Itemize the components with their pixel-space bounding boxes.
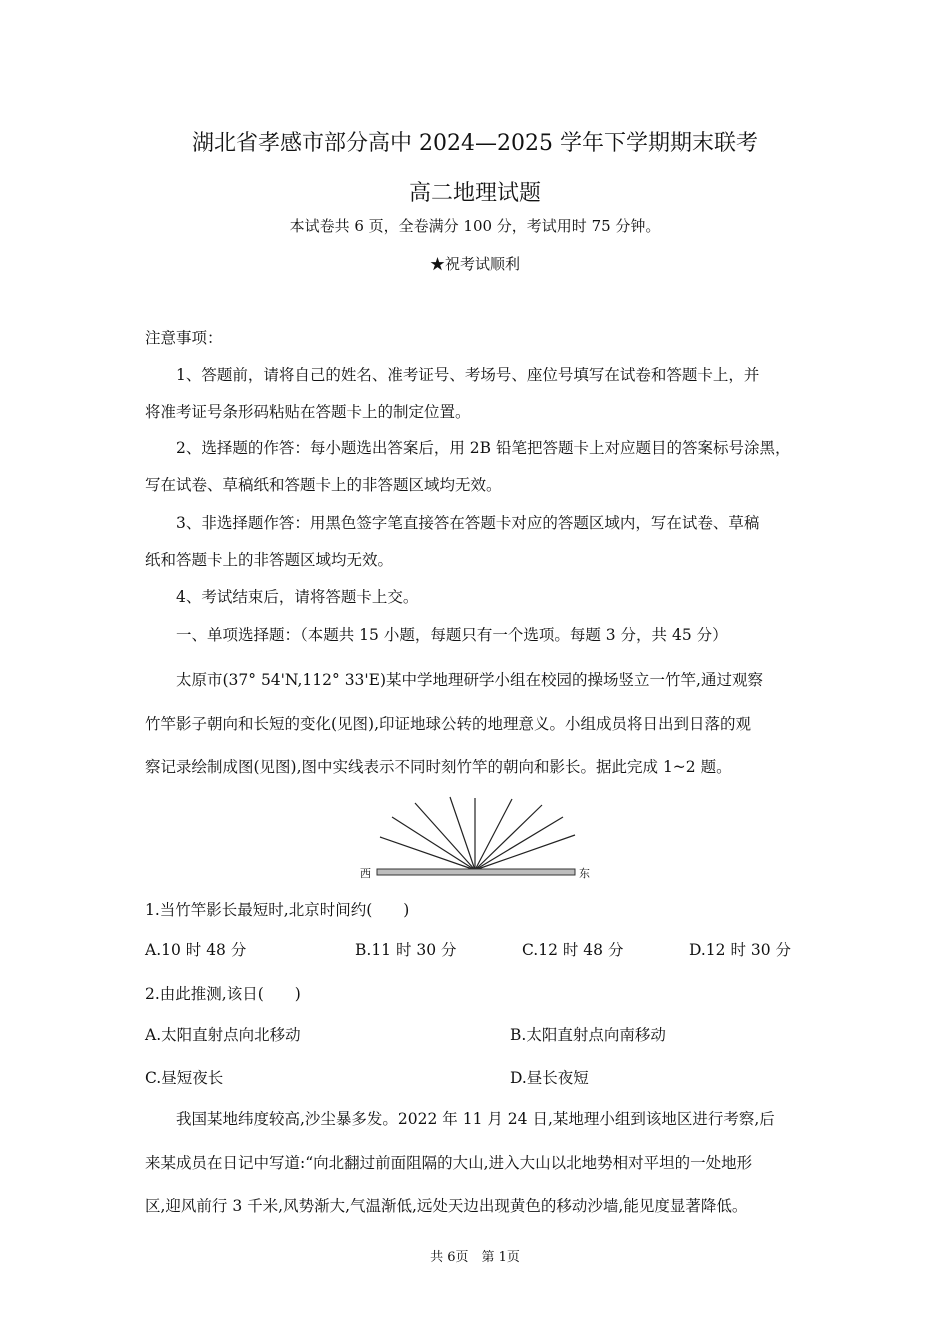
shadow-line	[450, 797, 475, 870]
notice-heading: 注意事项：	[145, 329, 223, 347]
shadow-line	[475, 805, 542, 870]
exam-subtitle: 高二地理试题	[408, 181, 541, 206]
passage-line: 我国某地纬度较高,沙尘暴多发。2022 年 11 月 24 日,某地理小组到该地区进行考察,后	[176, 1110, 775, 1128]
shadow-lines-figure	[355, 795, 605, 885]
notice-line: 1、答题前，请将自己的姓名、准考证号、考场号、座位号填写在试卷和答题卡上，并	[176, 366, 760, 384]
west-label: 西	[360, 867, 371, 880]
notice-line: 纸和答题卡上的非答题区域均无效。	[145, 551, 394, 569]
passage-line: 察记录绘制成图(见图),图中实线表示不同时刻竹竿的朝向和影长。据此完成 1~2 题。	[145, 758, 732, 776]
q2-option-b: B.太阳直射点向南移动	[510, 1026, 666, 1044]
question-1-stem: 1.当竹竿影长最短时,北京时间约( )	[145, 901, 410, 919]
exam-wish: ★祝考试顺利	[429, 255, 520, 273]
q1-option-c: C.12 时 48 分	[522, 941, 624, 959]
q1-option-b: B.11 时 30 分	[355, 941, 457, 959]
east-label: 东	[579, 867, 590, 880]
notice-line: 写在试卷、草稿纸和答题卡上的非答题区域均无效。	[145, 476, 502, 494]
passage-line: 区,迎风前行 3 千米,风势渐大,气温渐低,远处天边出现黄色的移动沙墙,能见度显著降低。	[145, 1197, 748, 1215]
q1-option-d: D.12 时 30 分	[689, 941, 792, 959]
notice-line: 将准考证号条形码粘贴在答题卡上的制定位置。	[145, 403, 471, 421]
section-heading: 一、单项选择题：（本题共 15 小题，每题只有一个选项。每题 3 分，共 45 分）	[176, 626, 728, 644]
bamboo-shadow-diagram	[355, 795, 605, 885]
question-2-stem: 2.由此推测,该日( )	[145, 985, 301, 1003]
q2-option-a: A.太阳直射点向北移动	[145, 1026, 301, 1044]
shadow-line	[392, 817, 475, 870]
notice-line: 3、非选择题作答：用黑色签字笔直接答在答题卡对应的答题区域内，写在试卷、草稿	[176, 514, 760, 532]
passage-line: 太原市(37° 54'N,112° 33'E)某中学地理研学小组在校园的操场竖立一竹竿,通过观察	[176, 671, 763, 689]
q1-option-a: A.10 时 48 分	[145, 941, 247, 959]
q2-option-c: C.昼短夜长	[145, 1069, 224, 1087]
exam-info: 本试卷共 6 页，全卷满分 100 分，考试用时 75 分钟。	[289, 217, 661, 235]
ground-bar	[377, 869, 575, 875]
passage-line: 来某成员在日记中写道:“向北翻过前面阻隔的大山,进入大山以北地势相对平坦的一处地形	[145, 1154, 753, 1172]
q2-option-d: D.昼长夜短	[510, 1069, 589, 1087]
notice-line: 4、考试结束后，请将答题卡上交。	[176, 588, 419, 606]
passage-line: 竹竿影子朝向和长短的变化(见图),印证地球公转的地理意义。小组成员将日出到日落的观	[145, 715, 752, 733]
page-footer: 共 6页 第 1页	[430, 1250, 520, 1265]
exam-title: 湖北省孝感市部分高中 2024—2025 学年下学期期末联考	[192, 131, 758, 156]
notice-line: 2、选择题的作答：每小题选出答案后，用 2B 铅笔把答题卡上对应题目的答案标号涂黑，	[176, 439, 791, 457]
